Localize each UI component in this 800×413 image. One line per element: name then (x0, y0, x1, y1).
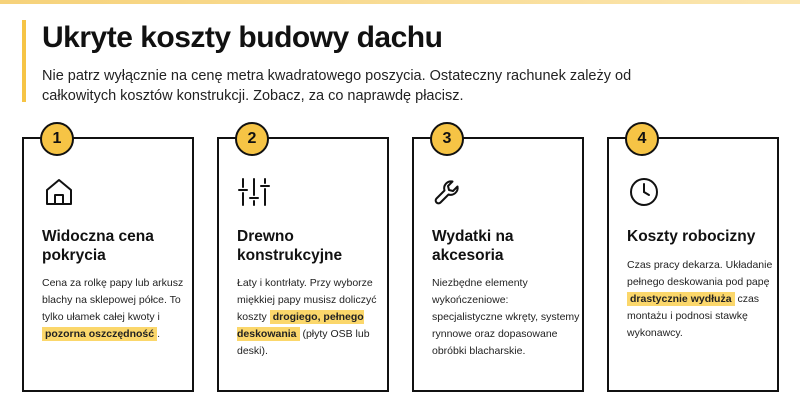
card-structural-timber (217, 130, 389, 392)
card-text-part: Łaty i kontrłaty. Przy wyborze miękkiej papy musisz doliczyć koszty (237, 277, 377, 323)
card-text-part: Niezbędne elementy wykończeniowe: specjalistyczne wkręty, systemy rynnowe oraz dopasowane obróbki blacharskie. (432, 277, 580, 357)
card-title: Widoczna cena pokrycia (42, 228, 154, 264)
card-text (432, 275, 580, 360)
page-header (22, 20, 782, 102)
card-text-part: czas montażu i podnosi stawkę wykonawcy. (627, 293, 760, 339)
card-number-badge: 2 (235, 122, 269, 156)
card-text (237, 275, 385, 360)
page-subtitle: Nie patrz wyłącznie na cenę metra kwadratowego poszycia. Ostateczny rachunek zależy od całkowitych kosztów konstrukcji. Zobacz, za co naprawdę płacisz. (42, 68, 632, 104)
card-highlight: pozorna oszczędność (42, 327, 157, 341)
card-text (627, 257, 775, 342)
card-title: Drewno konstrukcyjne (237, 228, 343, 264)
card-number-badge: 3 (430, 122, 464, 156)
top-accent-line (0, 0, 800, 4)
card-accessories (412, 130, 584, 392)
card-number-badge: 4 (625, 122, 659, 156)
card-text-part: . (157, 328, 161, 340)
card-text-part: Cena za rolkę papy lub arkusz blachy na sklepowej półce. To tylko ułamek całej kwoty i (42, 277, 184, 323)
sliders-icon (237, 175, 271, 209)
card-text-part: Czas pracy dekarza. Układanie pełnego deskowania pod papę (627, 259, 773, 288)
card-visible-price (22, 130, 194, 392)
card-highlight: drogiego, pełnego deskowania (237, 311, 364, 340)
card-title: Wydatki na akcesoria (432, 228, 514, 264)
card-number-badge: 1 (40, 122, 74, 156)
clock-icon (627, 175, 661, 209)
card-text (42, 275, 190, 343)
wrench-icon (432, 175, 466, 209)
page-title: Ukryte koszty budowy dachu (42, 21, 443, 54)
card-highlight: drastycznie wydłuża (627, 292, 735, 306)
card-labour-costs (607, 130, 779, 392)
card-title: Koszty robocizny (627, 228, 756, 245)
home-icon (42, 175, 76, 209)
card-text-part: (płyty OSB lub deski). (237, 328, 370, 357)
